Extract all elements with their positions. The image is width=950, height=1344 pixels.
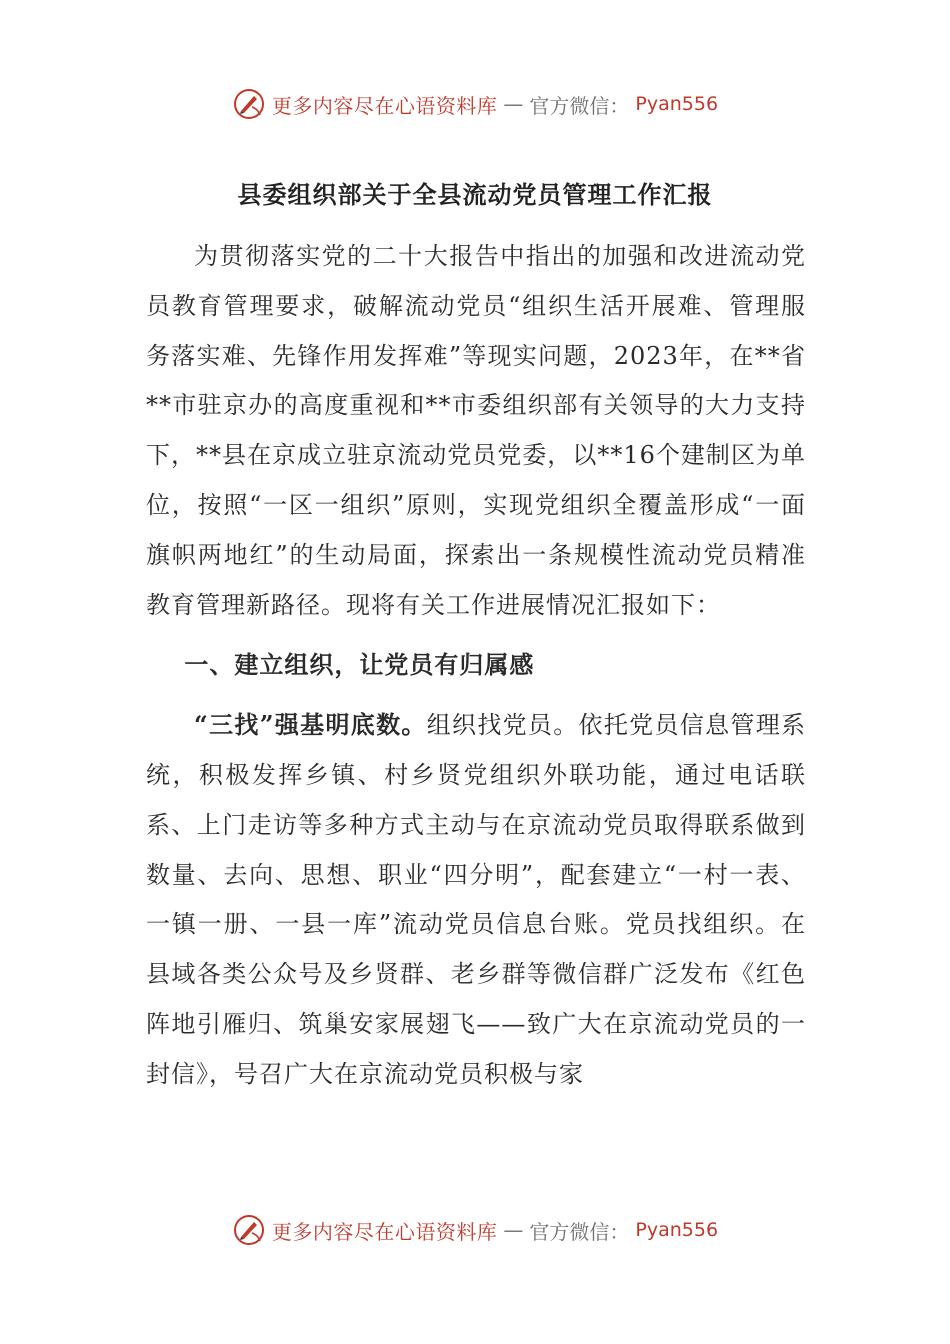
section-heading-1: 一、建立组织，让党员有归属感 [184, 650, 535, 680]
watermark-contact-id: Pyan556 [635, 1219, 719, 1241]
section-1-paragraph [146, 700, 806, 1099]
watermark-contact-label: 官方微信： [529, 1219, 630, 1244]
document-body [146, 232, 806, 1100]
section-1-body: 组织找党员。依托党员信息管理系统，积极发挥乡镇、村乡贤党组织外联功能，通过电话联系、上门走访等多种方式主动与在京流动党员取得联系做到数量、去向、思想、职业“四分明”，配套建立“一村一表、一镇一册、一县一库”流动党员信息台账。党员找组织。在县域各类公众号及乡贤群、老乡群等微信群广泛发布《红色阵地引雁归、筑巢安家展翅飞——致广大在京流动党员的一封信》，号召广大在京流动党员积极与家 [146, 711, 807, 1088]
watermark-separator: — [503, 1218, 524, 1242]
document-title: 县委组织部关于全县流动党员管理工作汇报 [237, 180, 713, 209]
watermark-banner-top [0, 84, 950, 124]
quill-pen-logo-icon [232, 87, 266, 121]
watermark-banner-bottom [0, 1210, 950, 1250]
quill-pen-logo-icon [232, 1213, 266, 1247]
watermark-site-text: 更多内容尽在心语资料库 [271, 1219, 498, 1244]
watermark-contact-id: Pyan556 [635, 93, 719, 115]
intro-paragraph: 为贯彻落实党的二十大报告中指出的加强和改进流动党员教育管理要求，破解流动党员“组织生活开展难、管理服务落实难、先锋作用发挥难”等现实问题，2023年，在**省**市驻京办的高度重视和**市委组织部有关领导的大力支持下，**县在京成立驻京流动党员党委，以**16个建制区为单位，按照“一区一组织”原则，实现党组织全覆盖形成“一面旗帜两地红”的生动局面，探索出一条规模性流动党员精准教育管理新路径。现将有关工作进展情况汇报如下： [146, 242, 806, 619]
watermark-site-text: 更多内容尽在心语资料库 [271, 93, 498, 118]
section-1-lead: “三找”强基明底数。 [194, 710, 427, 740]
watermark-separator: — [503, 92, 524, 116]
watermark-contact-label: 官方微信： [529, 93, 630, 118]
